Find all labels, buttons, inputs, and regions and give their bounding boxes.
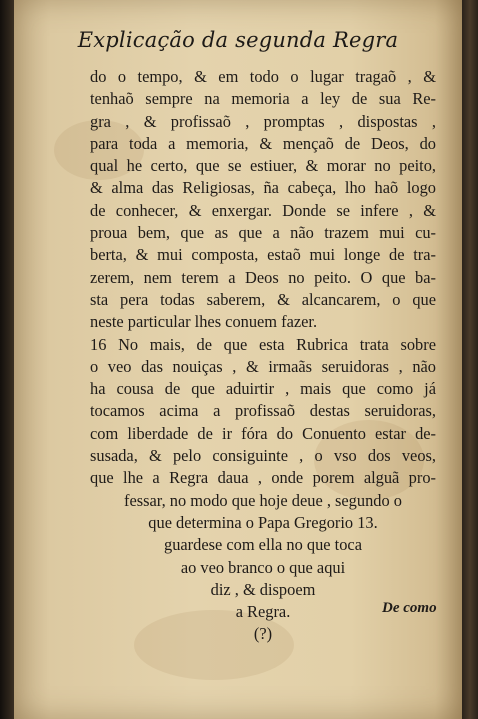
running-title: Explicação da segunda Regra	[77, 28, 399, 52]
text-line: proua bem, que as que a não trazem mui cu-	[90, 223, 436, 243]
text-line: qual he certo, que se estiuer, & morar no peito,	[90, 156, 436, 176]
left-page-edge	[0, 0, 14, 719]
text-line: susada, & pelo consiguinte , o vso dos veos,	[90, 446, 436, 466]
text-line: fessar, no modo que hoje deue , segundo o	[124, 490, 402, 510]
end-ornament: (?)	[253, 624, 273, 644]
text-line: neste particular lhes conuem fazer.	[90, 312, 318, 332]
text-line: que lhe a Regra daua , onde porem alguã pro-	[90, 468, 436, 488]
paragraph-16-start: 16 No mais, de que esta Rubrica trata sobre	[90, 334, 436, 354]
catchword: De como	[382, 600, 437, 616]
body-text	[90, 66, 436, 646]
text-line: & alma das Religiosas, ña cabeça, lho haõ logo	[90, 178, 436, 198]
text-line: gra , & profissaõ , promptas , dispostas ,	[90, 111, 436, 131]
text-line: berta, & mui composta, estaõ mui longe de tra-	[90, 245, 436, 265]
text-line: zerem, nem terem a Deos no peito. O que ba-	[90, 267, 436, 287]
page	[14, 0, 462, 719]
text-line: a Regra.	[235, 602, 291, 622]
text-line: para toda a memoria, & mençaõ de Deos, do	[90, 133, 436, 153]
text-line: o veo das nouiças , & irmaãs seruidoras , não	[90, 356, 436, 376]
text-line: guardese com ella no que toca	[164, 535, 362, 555]
text-line: do o tempo, & em todo o lugar tragaõ , &	[90, 67, 436, 86]
text-line: tocamos acima a profissaõ destas seruidoras,	[90, 401, 436, 421]
text-line: que determina o Papa Gregorio 13.	[148, 512, 378, 532]
text-line: de conhecer, & enxergar. Donde se infere , &	[90, 200, 436, 220]
text-line: ha cousa de que aduirtir , mais que como já	[90, 379, 436, 399]
text-line: ao veo branco o que aqui	[180, 557, 346, 577]
text-line: com liberdade de ir fóra do Conuento estar de-	[90, 423, 436, 443]
book-spine	[462, 0, 478, 719]
text-line: diz , & dispoem	[210, 579, 316, 599]
text-line: tenhaõ sempre na memoria a ley de sua Re-	[90, 89, 436, 109]
text-line: sta pera todas saberem, & alcancarem, o que	[90, 289, 436, 309]
